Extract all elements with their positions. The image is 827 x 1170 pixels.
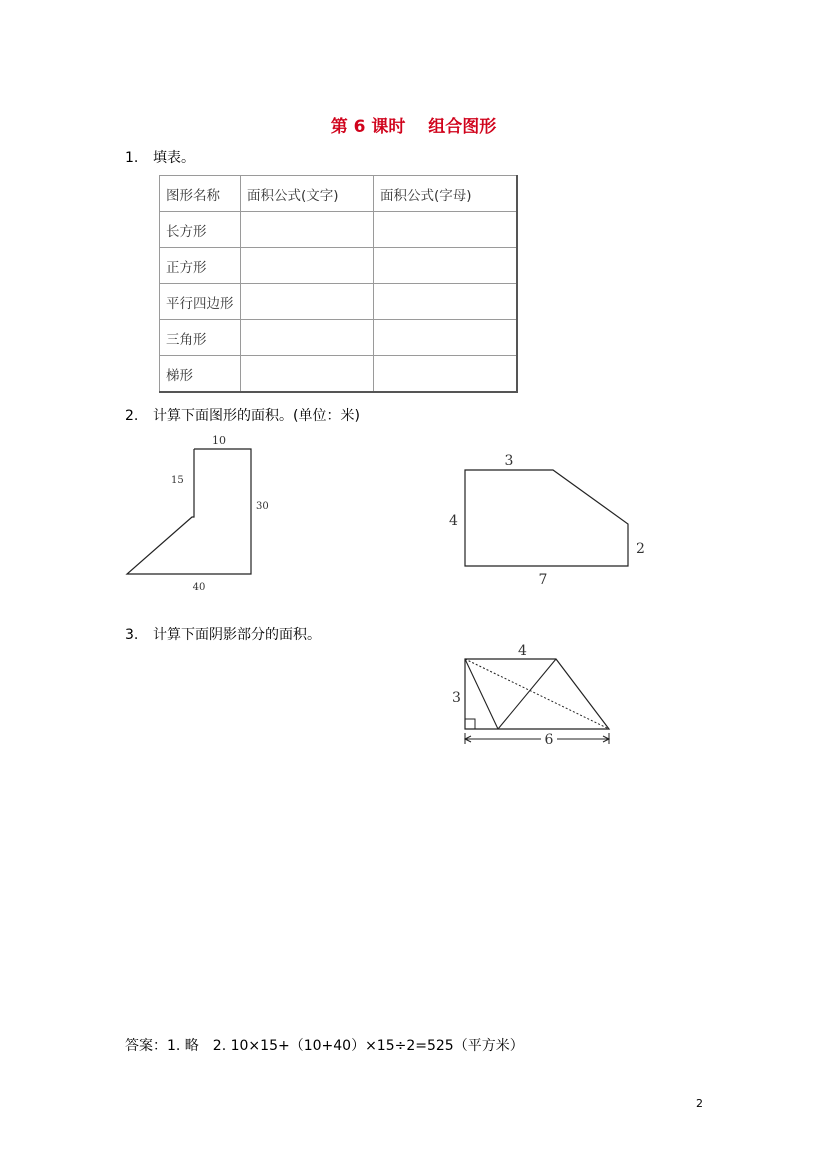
answer-text: 答案：1. 略 2. 10×15+（10+40）×15÷2=525（平方米）: [125, 1038, 524, 1054]
figure-2-right-label: 2: [636, 541, 645, 557]
header-shape-name: 图形名称: [160, 176, 241, 212]
figure-3-bottom-label: 6: [544, 732, 554, 748]
figure-2-pentagon-shape: [440, 448, 655, 588]
figure-3-left-label: 3: [452, 690, 461, 706]
formula-table: [159, 175, 518, 393]
table-row: [160, 320, 518, 356]
table-row: [160, 284, 518, 320]
question-2-text: 计算下面图形的面积。(单位：米): [153, 408, 360, 424]
figure-1-composite-shape: [115, 425, 295, 595]
figure-3-top-label: 4: [518, 643, 527, 659]
blank-cell: [374, 356, 518, 393]
blank-cell: [374, 320, 518, 356]
right-angle-mark: [465, 719, 475, 729]
table-header-row: [160, 176, 518, 212]
row-label: 长方形: [160, 212, 241, 248]
blank-cell: [241, 212, 374, 248]
question-1-number: 1.: [125, 150, 139, 166]
question-3-text: 计算下面阴影部分的面积。: [153, 627, 321, 643]
figure-2-top-label: 3: [504, 453, 514, 469]
row-label: 三角形: [160, 320, 241, 356]
table-row: [160, 248, 518, 284]
blank-cell: [374, 212, 518, 248]
figure-2-outline: [465, 470, 628, 566]
figure-2-bottom-label: 7: [538, 572, 548, 588]
page-title: 第 6 课时 组合图形: [330, 117, 497, 137]
question-3-number: 3.: [125, 627, 139, 643]
figure-3-line: [498, 659, 556, 729]
row-label: 梯形: [160, 356, 241, 393]
blank-cell: [241, 248, 374, 284]
header-formula-words: 面积公式(文字): [241, 176, 374, 212]
figure-1-left-label: 15: [171, 475, 184, 486]
question-1: [125, 147, 195, 167]
figure-2-left-label: 4: [449, 513, 458, 529]
figure-1-right-label: 30: [256, 501, 269, 512]
question-1-text: 填表。: [153, 150, 195, 166]
row-label: 正方形: [160, 248, 241, 284]
blank-cell: [241, 320, 374, 356]
row-label: 平行四边形: [160, 284, 241, 320]
blank-cell: [374, 248, 518, 284]
question-3: [125, 624, 321, 644]
question-2-number: 2.: [125, 408, 139, 424]
blank-cell: [241, 284, 374, 320]
table-row: [160, 212, 518, 248]
question-2: [125, 405, 360, 425]
blank-cell: [374, 284, 518, 320]
page-number: 2: [696, 1097, 703, 1110]
figure-3-trapezoid-diagonals: [445, 640, 620, 750]
table-row: [160, 356, 518, 393]
figure-1-outline: [127, 449, 251, 574]
figure-1-top-label: 10: [212, 434, 226, 447]
header-formula-letters: 面积公式(字母): [374, 176, 518, 212]
figure-1-bottom-label: 40: [192, 582, 206, 593]
blank-cell: [241, 356, 374, 393]
figure-3-dotted-diagonal: [465, 659, 609, 729]
